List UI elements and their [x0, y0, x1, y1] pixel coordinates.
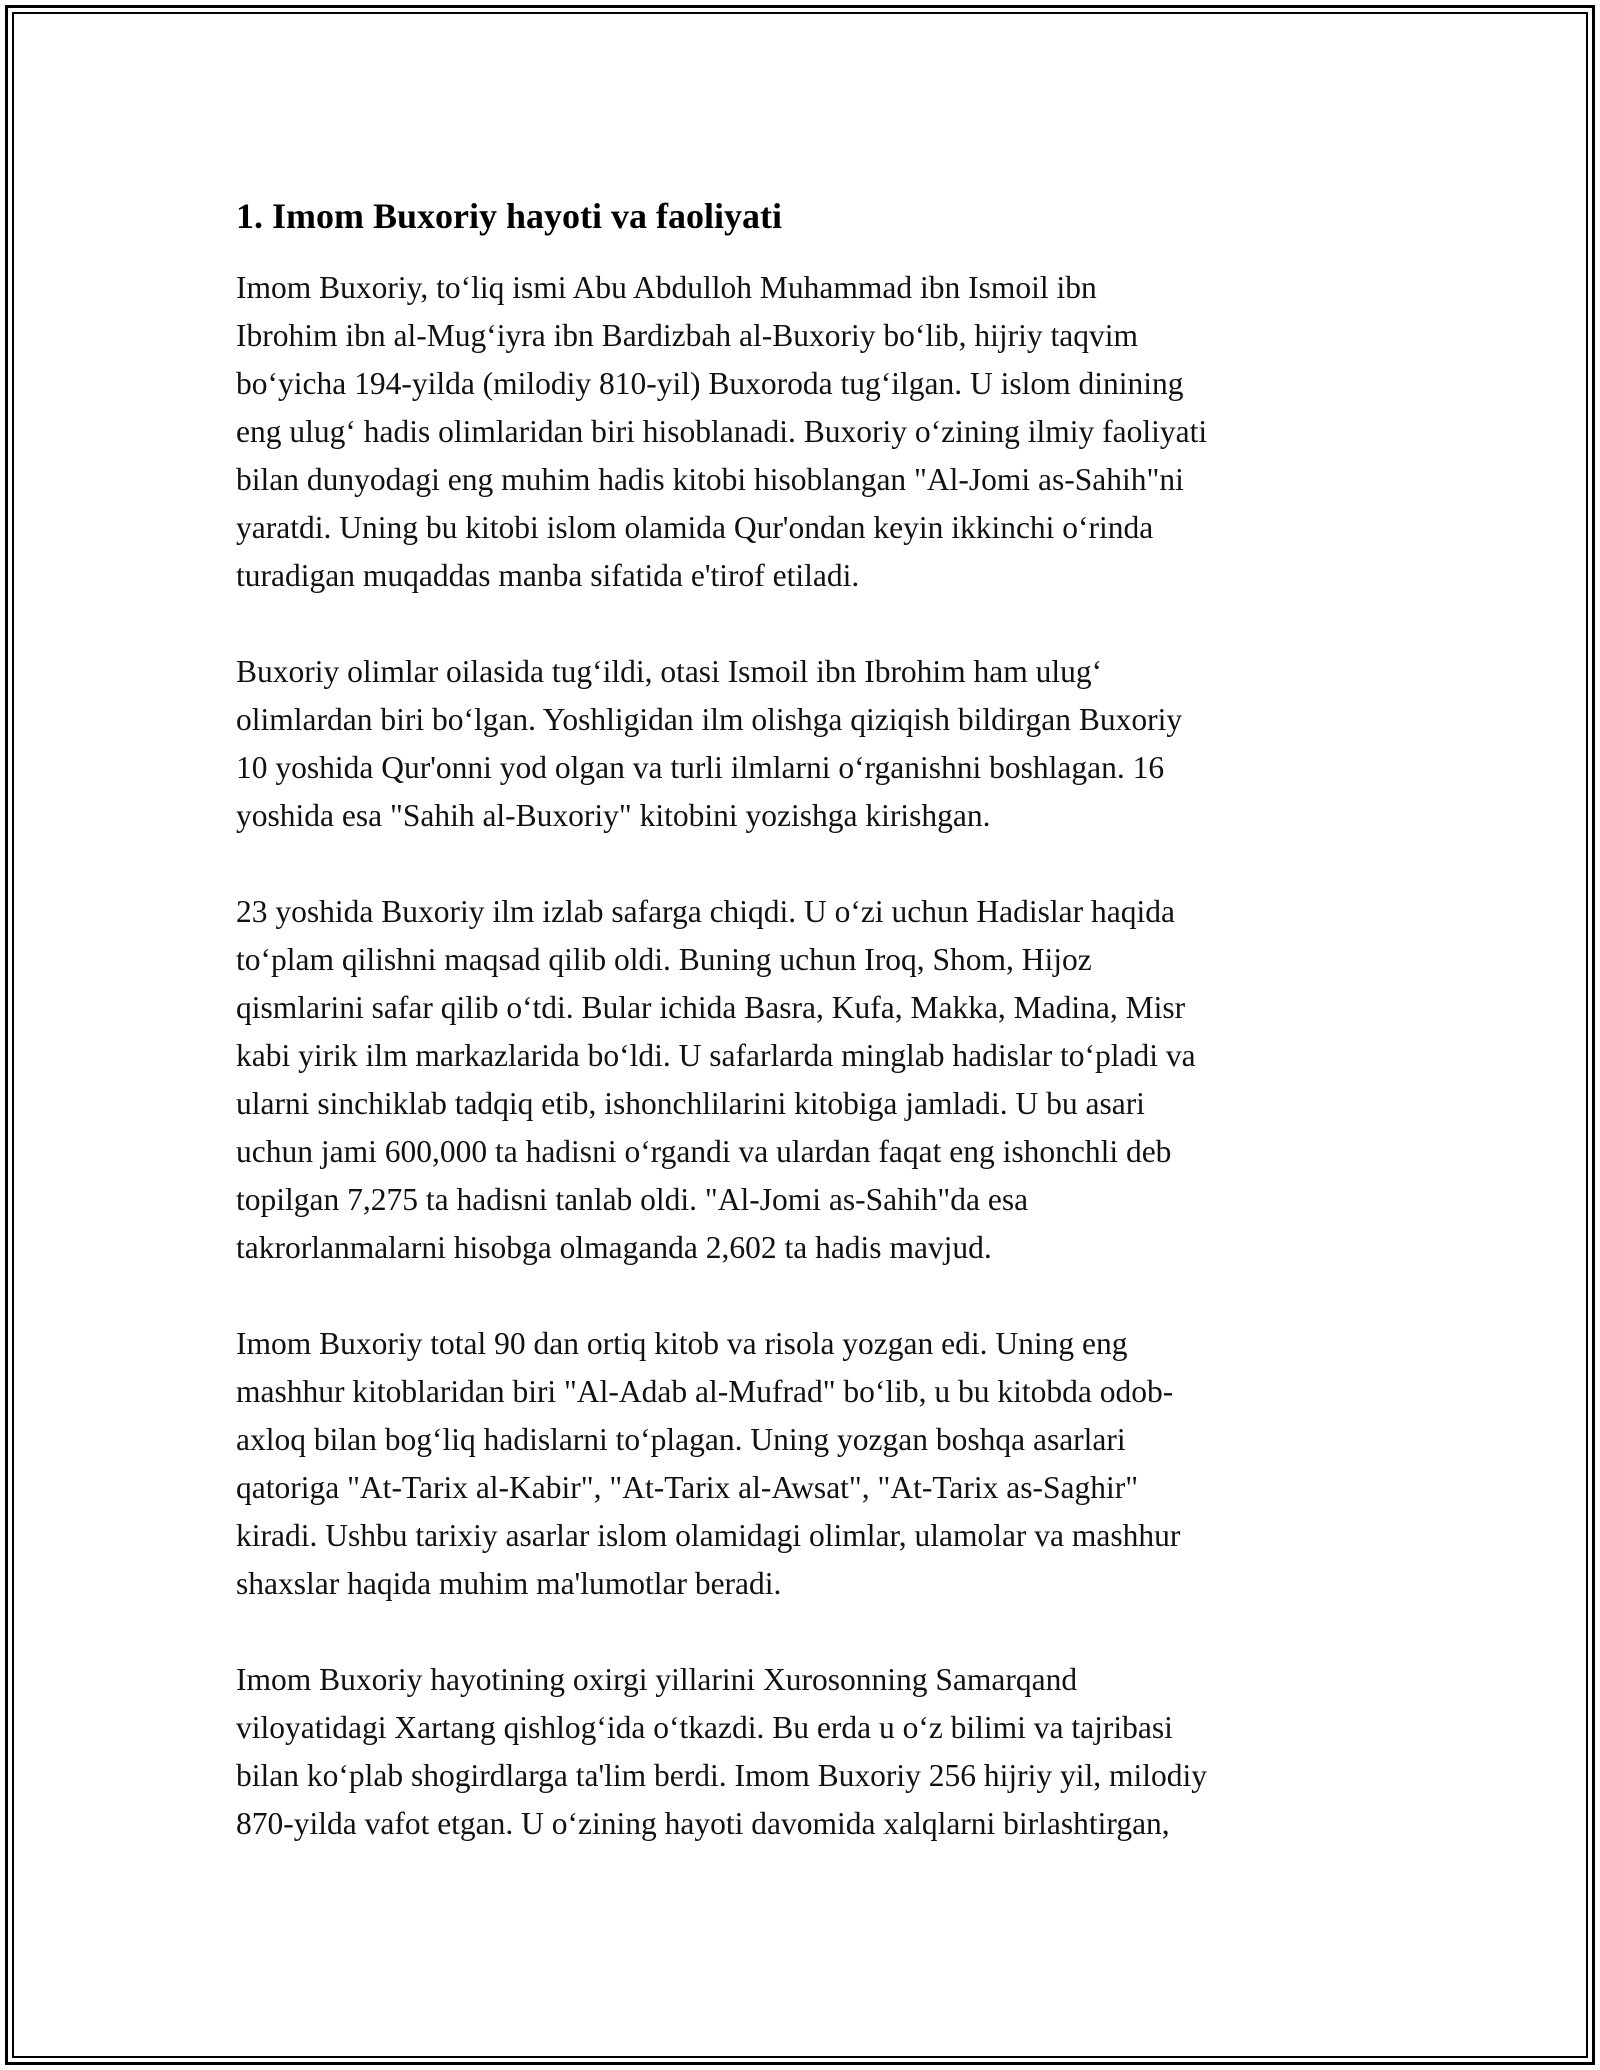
paragraph-1: Imom Buxoriy, to‘liq ismi Abu Abdulloh Muhammad ibn Ismoil ibn Ibrohim ibn al-Mug‘iyra ibn Bardizbah al-Buxoriy bo‘lib, hijriy taqvim bo‘yicha 194-yilda (milodiy 810-yil) Buxoroda tug‘ilgan. U islom dinining eng ulug‘ hadis olimlaridan biri hisoblanadi. Buxoriy o‘zining ilmiy faoliyati bilan dunyodagi eng muhim hadis kitobi hisoblangan "Al-Jomi as-Sahih"ni yaratdi. Uning bu kitobi islom olamida Qur'ondan keyin ikkinchi o‘rinda turadigan muqaddas manba sifatida e'tirof etiladi.	[236, 270, 1208, 593]
paragraph-2: Buxoriy olimlar oilasida tug‘ildi, otasi Ismoil ibn Ibrohim ham ulug‘ olimlardan biri bo‘lgan. Yoshligidan ilm olishga qiziqish bildirgan Buxoriy 10 yoshida Qur'onni yod olgan va turli ilmlarni o‘rganishni boshlagan. 16 yoshida esa "Sahih al-Buxoriy" kitobini yozishga kirishgan.	[236, 654, 1183, 833]
paragraph-5: Imom Buxoriy hayotining oxirgi yillarini Xurosonning Samarqand viloyatidagi Xartang qishlog‘ida o‘tkazdi. Bu erda u o‘z bilimi va tajribasi bilan ko‘plab shogirdlarga ta'lim berdi. Imom Buxoriy 256 hijriy yil, milodiy 870-yilda vafot etgan. U o‘zining hayoti davomida xalqlarni birlashtirgan,	[236, 1662, 1207, 1841]
paragraph-3: 23 yoshida Buxoriy ilm izlab safarga chiqdi. U o‘zi uchun Hadislar haqida to‘plam qilishni maqsad qilib oldi. Buning uchun Iroq, Shom, Hijoz qismlarini safar qilib o‘tdi. Bular ichida Basra, Kufa, Makka, Madina, Misr kabi yirik ilm markazlarida bo‘ldi. U safarlarda minglab hadislar to‘pladi va ularni sinchiklab tadqiq etib, ishonchlilarini kitobiga jamladi. U bu asari uchun jami 600,000 ta hadisni o‘rgandi va ulardan faqat eng ishonchli deb topilgan 7,275 ta hadisni tanlab oldi. "Al-Jomi as-Sahih"da esa takrorlanmalarni hisobga olmaganda 2,602 ta hadis mavjud.	[236, 894, 1196, 1265]
document-body	[236, 192, 1366, 1896]
section-heading: 1. Imom Buxoriy hayoti va faoliyati	[236, 196, 782, 236]
paragraph-4: Imom Buxoriy total 90 dan ortiq kitob va risola yozgan edi. Uning eng mashhur kitoblaridan biri "Al-Adab al-Mufrad" bo‘lib, u bu kitobda odob- axloq bilan bog‘liq hadislarni to‘plagan. Uning yozgan boshqa asarlari qatoriga "At-Tarix al-Kabir", "At-Tarix al-Awsat", "At-Tarix as-Saghir" kiradi. Ushbu tarixiy asarlar islom olamidagi olimlar, ulamolar va mashhur shaxslar haqida muhim ma'lumotlar beradi.	[236, 1326, 1181, 1601]
